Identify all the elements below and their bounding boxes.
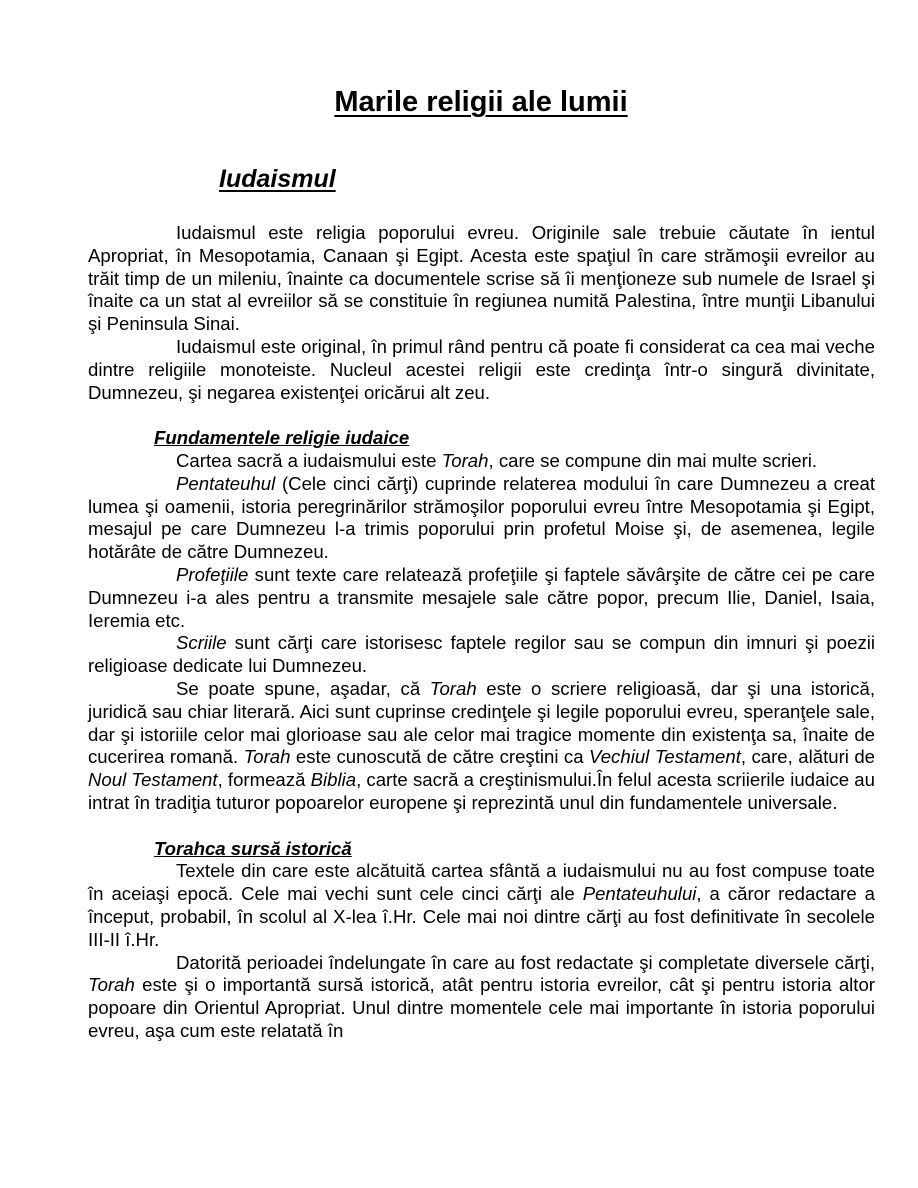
spacer <box>88 815 875 838</box>
paragraph-pentateuhul: Pentateuhul (Cele cinci cărţi) cuprinde relaterea modului în care Dumnezeu a creat lumea şi oamenii, istoria peregrinărilor strămoşilor poporului evreu între Mesopotamia şi Egipt, mesajul pe care Dumnezeu l-a trimis poporului prin profetul Moise şi, de asemenea, legile hotărâte de către Dumnezeu. <box>88 472 875 563</box>
paragraph-torah-summary: Se poate spune, aşadar, că Torah este o scriere religioasă, dar şi una istorică, juridică sau chiar literară. Aici sunt cuprinse credinţele şi legile poporului evreu, speranţele sale, dar şi istoriile celor mai glorioase sau ale celor mai tragice momente din existenţa sa, înaite de cucerirea romană. Torah este cunoscută de către creştini ca Vechiul Testament, care, alături de Noul Testament, formează Biblia, carte sacră a creştinismului.În felul acesta scriierile iudaice au intrat în tradiţia tuturor popoarelor europene şi reprezintă unul din fundamentele universale. <box>88 677 876 813</box>
paragraph-texts-composition: Textele din care este alcătuită cartea sfântă a iudaismului nu au fost compuse toate în aceiaşi epocă. Cele mai vechi sunt cele cinci cărţi ale Pentateuhului, a căror redactare a început, probabil, în scolul al X-lea î.Hr. Cele mai noi dintre cărţi au fost definitivate în secolele III-II î.Hr. <box>88 860 875 950</box>
document-body <box>88 222 875 1043</box>
paragraph-profetiile: Profeţiile sunt texte care relatează profeţiile şi faptele săvârşite de către cei pe care Dumnezeu i-a ales pentru a transmite mesajele sale către popor, precum Ilie, Daniel, Isaia, Ieremia etc. <box>88 563 875 631</box>
section-heading-torah-sursa: Torahca sursă istorică <box>154 837 352 859</box>
paragraph-intro-2: Iudaismul este original, în primul rând pentru că poate fi considerat ca cea mai veche dintre religiile monoteiste. Nucleul acestei religii este credinţa într-o singură divinitate, Dumnezeu, şi negarea existenţei oricărui alt zeu. <box>88 335 875 403</box>
section-heading-fundamentele: Fundamentele religie iudaice <box>154 427 410 449</box>
chapter-heading: Iudaismul <box>219 165 336 193</box>
paragraph-intro-1: Iudaismul este religia poporului evreu. Originile sale trebuie căutate în ientul Apropriat, în Mesopotamia, Canaan şi Egipt. Acesta este spaţiul în care strămoşii evreilor au trăit timp de un mileniu, înainte ca documentele scrise să îi menţioneze sub numele de Israel şi înaite ca un stat al evreiilor să se constituie în regiunea numită Palestina, între munţii Libanului şi Peninsula Sinai. <box>88 222 875 335</box>
paragraph-historical-source: Datorită perioadei îndelungate în care au fost redactate şi completate diversele cărţi, Torah este şi o importantă sursă istorică, atât pentru istoria evreilor, cât şi pentru istoria altor popoare din Orientul Apropriat. Unul dintre momentele cele mai importante în istoria poporului evreu, aşa cum este relatată în <box>88 951 875 1041</box>
paragraph-torah-intro: Cartea sacră a iudaismului este Torah, care se compune din mai multe scrieri. <box>176 449 818 471</box>
paragraph-scriile: Scriile sunt cărţi care istorisesc faptele regilor sau se compun din imnuri şi poezii religioase dedicate lui Dumnezeu. <box>88 632 875 677</box>
page-title: Marile religii ale lumii <box>334 86 628 118</box>
spacer <box>88 404 875 427</box>
